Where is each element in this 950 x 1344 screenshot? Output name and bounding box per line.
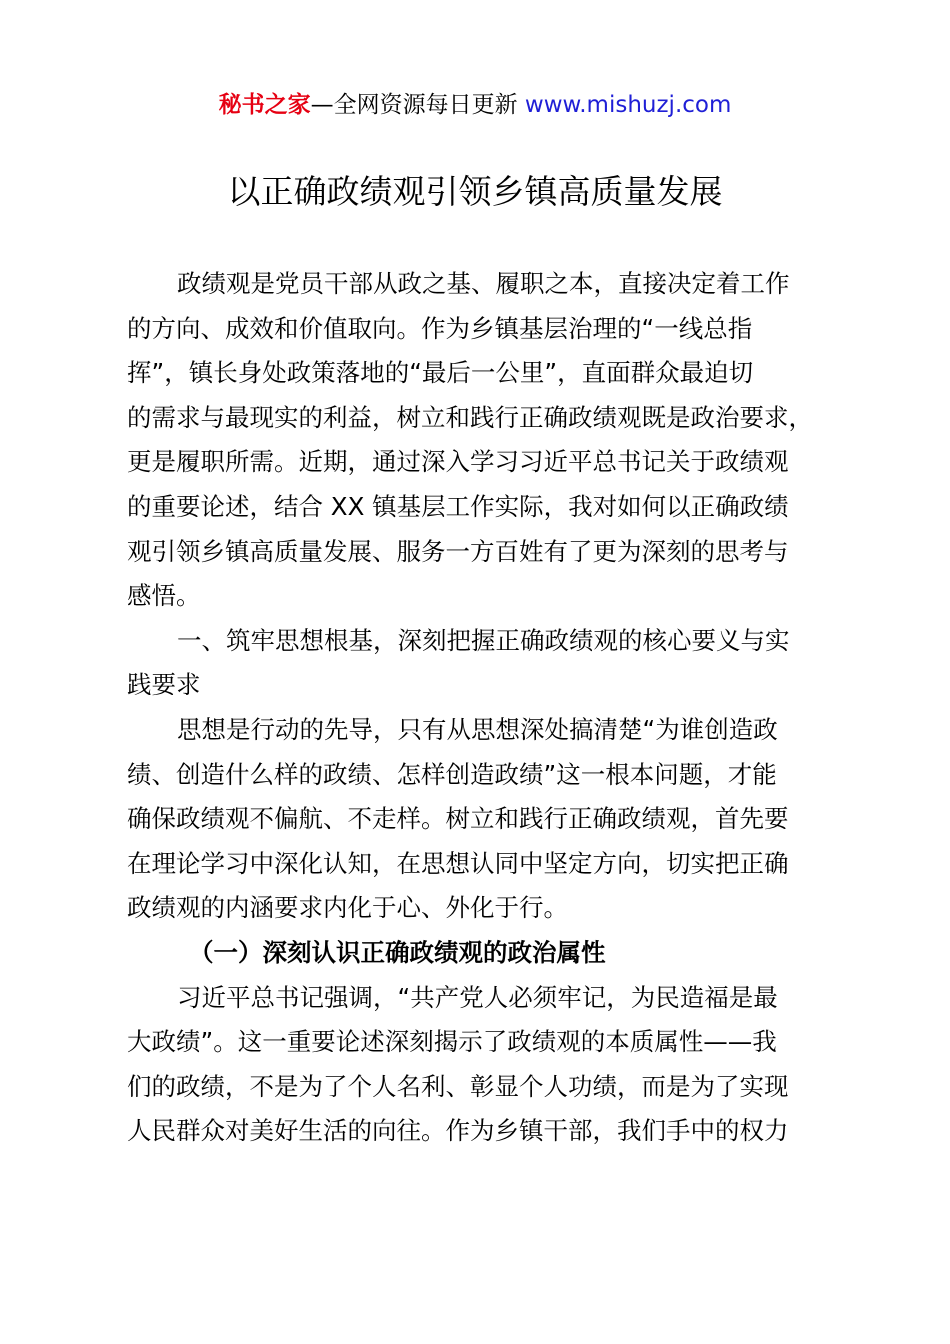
section-heading-line: 一、筑牢思想根基，深刻把握正确政绩观的核心要义与实 bbox=[177, 625, 790, 655]
document-body bbox=[127, 262, 835, 1154]
subsection-heading: （一）深刻认识正确政绩观的政治属性 bbox=[189, 937, 606, 967]
site-header bbox=[0, 88, 950, 122]
body-line: 确保政绩观不偏航、不走样。树立和践行正确政绩观，首先要 bbox=[127, 804, 789, 834]
document-title: 以正确政绩观引领乡镇高质量发展 bbox=[227, 172, 723, 211]
body-line: 大政绩”。这一重要论述深刻揭示了政绩观的本质属性——我 bbox=[127, 1027, 777, 1057]
body-line: 的重要论述，结合 XX 镇基层工作实际，我对如何以正确政绩 bbox=[127, 491, 789, 521]
brand-name: 秘书之家 bbox=[218, 92, 311, 118]
header-slogan: —全网资源每日更新 bbox=[310, 92, 525, 118]
body-line: 感悟。 bbox=[127, 581, 201, 611]
body-line: 们的政绩，不是为了个人名利、彰显个人功绩，而是为了实现 bbox=[127, 1071, 789, 1101]
body-line: 在理论学习中深化认知，在思想认同中坚定方向，切实把正确 bbox=[127, 848, 789, 878]
body-line: 人民群众对美好生活的向往。作为乡镇干部，我们手中的权力 bbox=[127, 1116, 789, 1146]
body-line: 更是履职所需。近期，通过深入学习习近平总书记关于政绩观 bbox=[127, 447, 789, 477]
body-line: 绩、创造什么样的政绩、怎样创造政绩”这一根本问题，才能 bbox=[127, 759, 777, 789]
body-line: 的方向、成效和价值取向。作为乡镇基层治理的“一线总指 bbox=[127, 313, 753, 343]
site-url-link[interactable]: www.mishuzj.com bbox=[524, 92, 732, 118]
body-line: 思想是行动的先导，只有从思想深处搞清楚“为谁创造政 bbox=[177, 714, 778, 744]
body-line: 政绩观是党员干部从政之基、履职之本，直接决定着工作 bbox=[177, 269, 790, 298]
body-line: 的需求与最现实的利益，树立和践行正确政绩观既是政治要求， bbox=[127, 402, 813, 432]
body-line: 观引领乡镇高质量发展、服务一方百姓有了更为深刻的思考与 bbox=[127, 536, 789, 566]
section-heading-line: 践要求 bbox=[127, 670, 201, 700]
body-line: 习近平总书记强调，“共产党人必须牢记，为民造福是最 bbox=[177, 982, 778, 1012]
body-line: 政绩观的内涵要求内化于心、外化于行。 bbox=[127, 893, 568, 923]
body-line: 挥”，镇长身处政策落地的“最后一公里”，直面群众最迫切 bbox=[127, 358, 754, 388]
